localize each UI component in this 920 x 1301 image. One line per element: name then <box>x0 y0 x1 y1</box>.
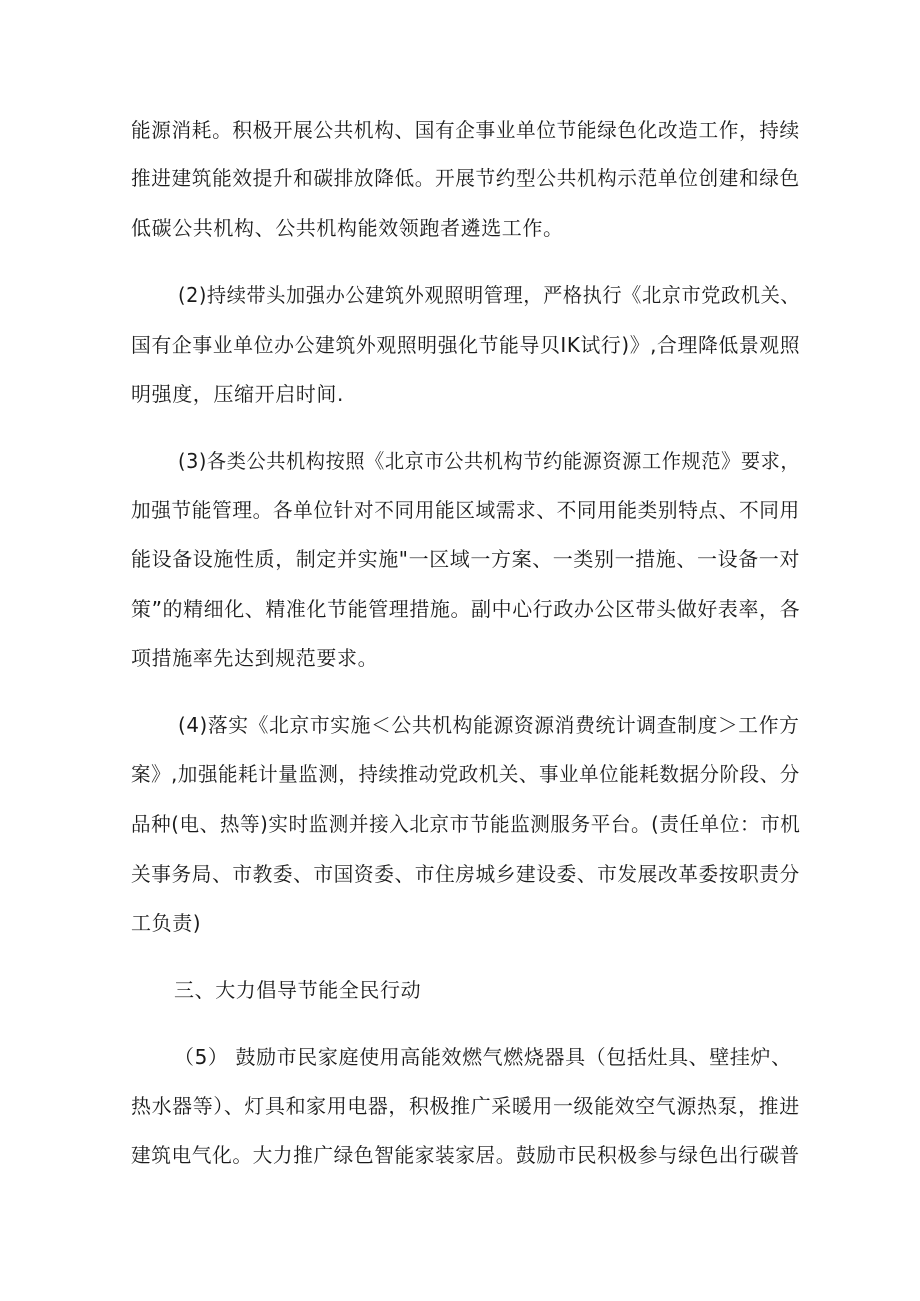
text-line: 推进建筑能效提升和碳排放降低。开展节约型公共机构示范单位创建和绿色 <box>131 166 800 190</box>
text-line: 关事务局、市教委、市国资委、市住房城乡建设委、市发展改革委按职责分 <box>131 862 800 886</box>
text-line: 热水器等）、灯具和家用电器，积极推广采暖用一级能效空气源热泵，推进 <box>131 1094 800 1118</box>
text-line: (3)各类公共机构按照《北京市公共机构节约能源资源工作规范》要求， <box>178 449 801 473</box>
text-line: (4)落实《北京市实施＜公共机构能源资源消费统计调查制度＞工作方 <box>178 713 800 737</box>
section-heading: 三、大力倡导节能全民行动 <box>174 978 422 1002</box>
text-line: 建筑电气化。大力推广绿色智能家装家居。鼓励市民积极参与绿色出行碳普 <box>131 1143 800 1167</box>
text-line: 项措施率先达到规范要求。 <box>131 646 379 670</box>
text-line: 国有企事业单位办公建筑外观照明强化节能导贝IK试行)》,合理降低景观照 <box>131 333 801 357</box>
text-line: 策”的精细化、精准化节能管理措施。副中心行政办公区带头做好表率，各 <box>131 597 801 621</box>
text-line: 加强节能管理。各单位针对不同用能区域需求、不同用能类别特点、不同用 <box>131 498 800 522</box>
text-line: 能设备设施性质，制定并实施"一区域一方案、一类别一措施、一设备一对 <box>131 547 800 571</box>
text-line: 低碳公共机构、公共机构能效领跑者遴选工作。 <box>131 216 564 240</box>
text-line: 案》,加强能耗计量监测，持续推动党政机关、事业单位能耗数据分阶段、分 <box>131 762 800 786</box>
text-line: (2)持续带头加强办公建筑外观照明管理，严格执行《北京市党政机关、 <box>178 283 801 307</box>
text-line: 明强度，压缩开启时间. <box>131 382 344 406</box>
text-line: 能源消耗。积极开展公共机构、国有企事业单位节能绿色化改造工作，持续 <box>131 118 800 142</box>
text-line: 工负责) <box>131 911 202 935</box>
text-line: 品种(电、热等)实时监测并接入北京市节能监测服务平台。(责任单位：市机 <box>131 812 801 836</box>
text-line: （5） 鼓励市民家庭使用高能效燃气燃烧器具（包括灶具、壁挂炉、 <box>174 1045 792 1069</box>
